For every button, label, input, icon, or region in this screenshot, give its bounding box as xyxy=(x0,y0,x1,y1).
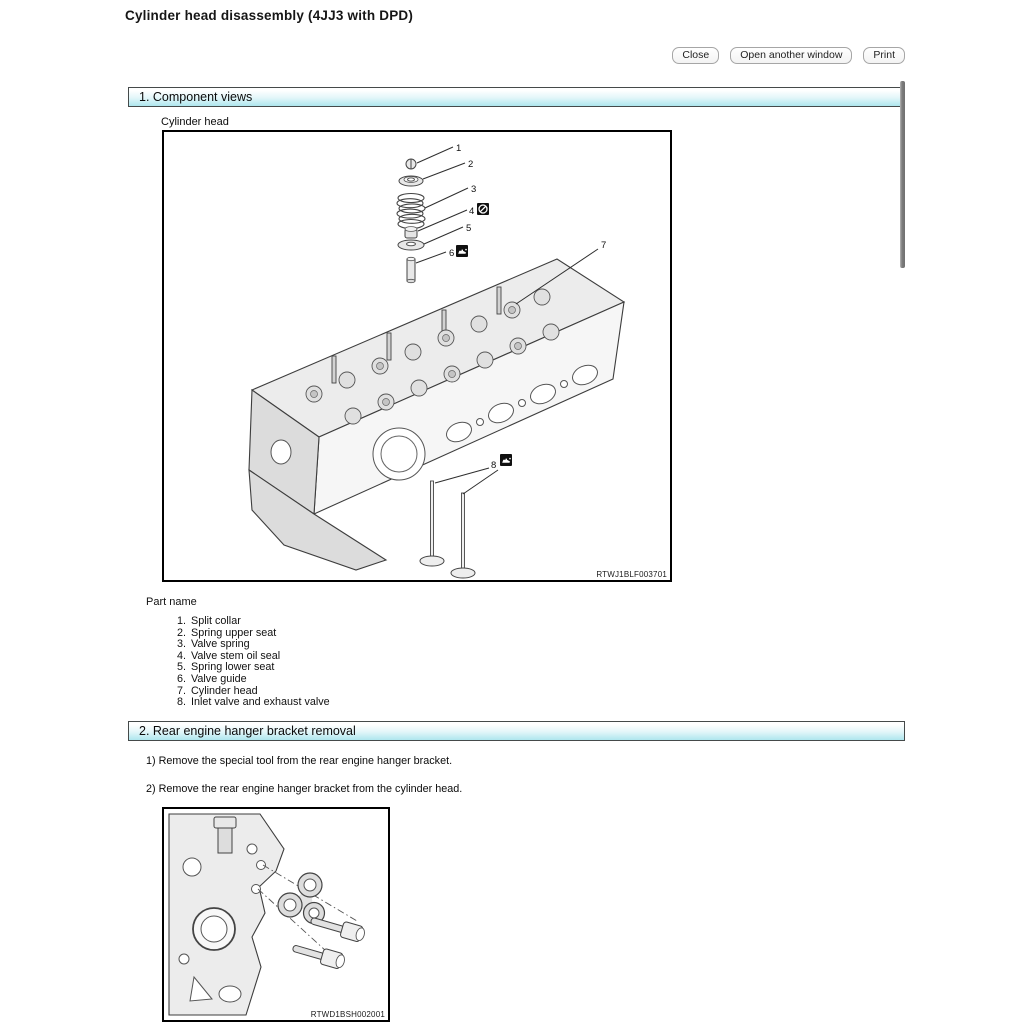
oil-icon xyxy=(456,245,468,257)
list-item: 4. Valve stem oil seal xyxy=(176,649,281,662)
section-header-component-views: 1. Component views xyxy=(128,87,905,107)
page-title: Cylinder head disassembly (4JJ3 with DPD) xyxy=(125,8,414,23)
step-2-text: 2) Remove the rear engine hanger bracket from the cylinder head. xyxy=(146,783,463,795)
section-header-rear-engine-hanger-bracket-removal: 2. Rear engine hanger bracket removal xyxy=(128,721,905,741)
figure-cylinder-head-exploded xyxy=(162,130,672,582)
bolt xyxy=(291,940,346,970)
hanger-bracket-diagram xyxy=(164,809,388,1020)
callout-4: 4 xyxy=(469,206,475,217)
hanger-bracket xyxy=(278,873,325,924)
oil-icon xyxy=(500,454,512,466)
figure-rear-engine-hanger-bracket xyxy=(162,807,390,1022)
callout-5: 5 xyxy=(466,223,472,234)
close-button[interactable]: Close xyxy=(672,47,719,64)
engine-block-face xyxy=(169,814,284,1015)
figure2-code: RTWD1BSH002001 xyxy=(310,1010,385,1019)
callout-1: 1 xyxy=(456,143,462,154)
part-spring-upper-seat xyxy=(399,176,423,186)
figure1-caption: Cylinder head xyxy=(161,116,229,128)
part-name-heading: Part name xyxy=(146,596,197,608)
list-item: 6. Valve guide xyxy=(176,672,247,685)
list-item: 2. Spring upper seat xyxy=(176,626,277,639)
list-item: 7. Cylinder head xyxy=(176,684,258,697)
part-name-list xyxy=(170,616,330,709)
step-1-text: 1) Remove the special tool from the rear engine hanger bracket. xyxy=(146,755,453,767)
toolbar xyxy=(672,47,905,64)
cylinder-head-diagram xyxy=(164,132,670,580)
list-item: 1. Split collar xyxy=(176,615,241,627)
callout-6: 6 xyxy=(449,248,455,259)
no-reuse-icon xyxy=(477,203,489,215)
part-split-collar xyxy=(406,159,416,169)
part-valve-spring xyxy=(397,194,425,229)
part-spring-lower-seat xyxy=(398,240,424,250)
list-item: 5. Spring lower seat xyxy=(176,661,275,674)
list-item: 8. Inlet valve and exhaust valve xyxy=(176,696,330,709)
part-valve-guide xyxy=(407,257,415,282)
callout-7: 7 xyxy=(601,240,607,251)
cylinder-head-body xyxy=(249,259,624,570)
print-button[interactable]: Print xyxy=(863,47,905,64)
vertical-scrollbar-thumb[interactable] xyxy=(900,81,905,268)
callout-8: 8 xyxy=(491,460,497,471)
list-item: 3. Valve spring xyxy=(176,638,250,651)
open-another-window-button[interactable]: Open another window xyxy=(730,47,852,64)
figure1-code: RTWJ1BLF003701 xyxy=(596,570,667,579)
callout-3: 3 xyxy=(471,184,477,195)
callout-2: 2 xyxy=(468,159,474,170)
part-valve-stem-oil-seal xyxy=(405,227,417,238)
part-valves xyxy=(420,481,475,578)
